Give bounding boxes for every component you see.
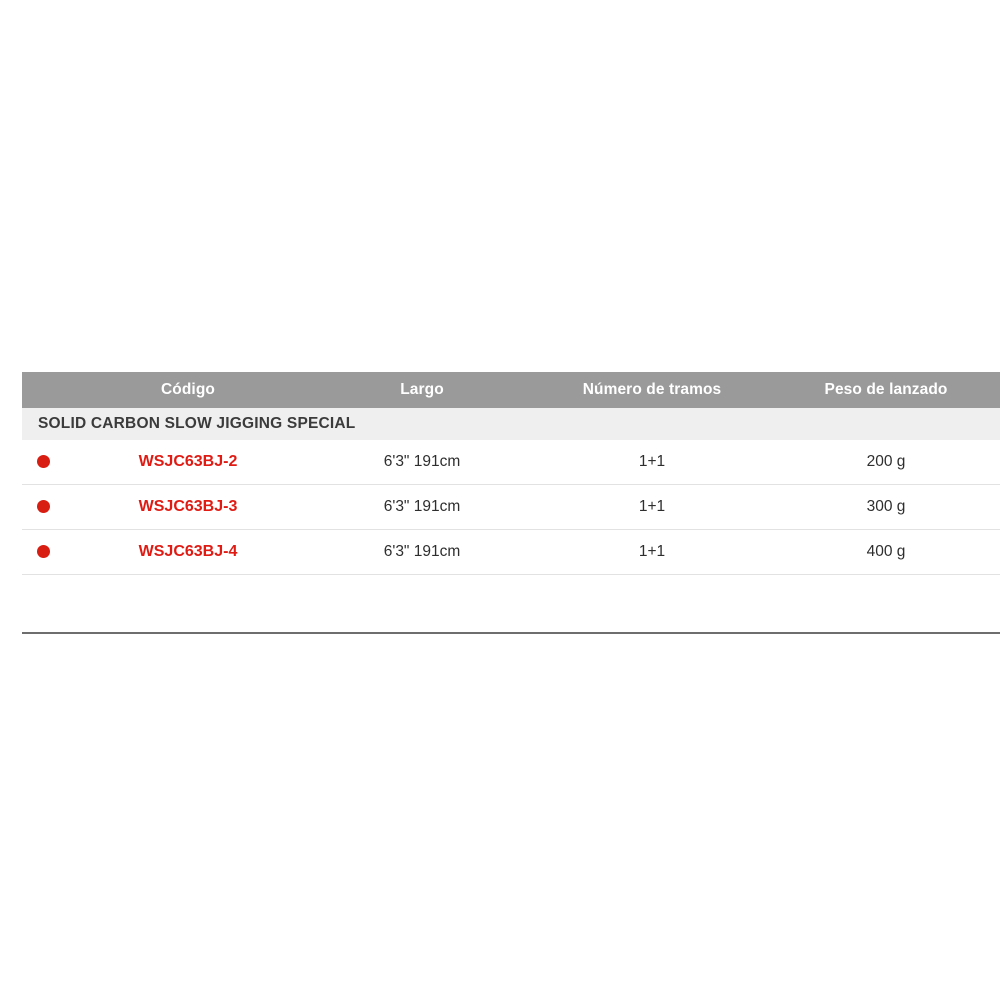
bullet-icon: [37, 500, 50, 513]
bullet-icon: [37, 545, 50, 558]
cell-parts: 1+1: [532, 440, 772, 485]
row-bullet-cell: [22, 440, 64, 485]
cell-length: 6'3" 191cm: [312, 485, 532, 530]
cell-length: 6'3" 191cm: [312, 440, 532, 485]
cell-length: 6'3" 191cm: [312, 530, 532, 575]
cell-weight: 400 g: [772, 530, 1000, 575]
column-header-code: Código: [161, 381, 215, 398]
table-row: [22, 485, 1000, 530]
cell-weight: 200 g: [772, 440, 1000, 485]
cell-parts: 1+1: [532, 485, 772, 530]
cell-code[interactable]: WSJC63BJ-4: [64, 530, 312, 575]
bottom-divider: [22, 632, 1000, 634]
column-header-weight: Peso de lanzado: [824, 381, 948, 398]
table-spacer-cell: [22, 575, 1000, 620]
group-label: SOLID CARBON SLOW JIGGING SPECIAL: [22, 408, 1000, 440]
row-bullet-cell: [22, 530, 64, 575]
table-header: [22, 372, 1000, 408]
table-group-row: [22, 408, 1000, 440]
column-header-length: Largo: [400, 381, 444, 398]
table-spacer-row: [22, 575, 1000, 620]
bullet-icon: [37, 455, 50, 468]
specifications-table: [22, 372, 1000, 619]
cell-code[interactable]: WSJC63BJ-3: [64, 485, 312, 530]
table-row: [22, 440, 1000, 485]
cell-parts: 1+1: [532, 530, 772, 575]
table-header-row: [22, 372, 1000, 408]
cell-weight: 300 g: [772, 485, 1000, 530]
row-bullet-cell: [22, 485, 64, 530]
column-header-parts: Número de tramos: [582, 381, 722, 398]
table-body: [22, 408, 1000, 619]
cell-code[interactable]: WSJC63BJ-2: [64, 440, 312, 485]
table-row: [22, 530, 1000, 575]
column-header-bullet: [22, 372, 64, 408]
